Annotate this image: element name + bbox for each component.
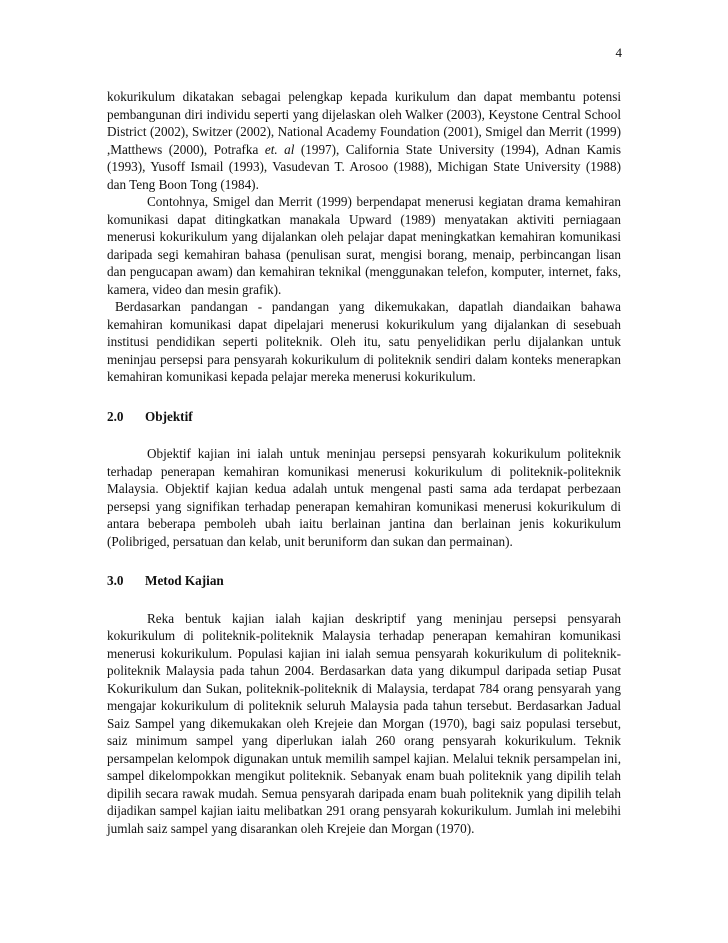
section-number: 2.0: [107, 408, 124, 424]
paragraph-intro-1-tail: (1997), California State University (1994), Adnan Kamis (1993), Yusoff Ismail (1993), Vasudevan T. Arosoo (1988), Michigan State University (1988) dan Teng Boon Tong (1984).: [107, 141, 621, 192]
paragraph-intro-3: Berdasarkan pandangan - pandangan yang dikemukakan, dapatlah diandaikan bahawa kemahiran komunikasi dapat dipelajari menerusi kokurikulum yang dijalankan di sesebuah institusi pendidikan seperti politeknik. Oleh itu, satu penyelidikan perlu dijalankan untuk meninjau persepsi para pensyarah kokurikulum di politeknik sendiri dalam konteks menerapkan kemahiran komunikasi kepada pelajar mereka menerusi kokurikulum.: [107, 299, 621, 384]
paragraph-intro-1-text: kokurikulum dikatakan sebagai pelengkap kepada kurikulum dan dapat membantu potensi pembangunan diri individu seperti yang dijelaskan oleh Walker (2003), Keystone Central School District (2002), Switzer (2002), National Academy Foundation (2001), Smigel dan Merrit (1999) ,Matthews (2000), Potrafka: [107, 89, 621, 157]
paragraph-objektif: Objektif kajian ini ialah untuk meninjau persepsi pensyarah kokurikulum politeknik terhadap penerapan kemahiran komunikasi menerusi kokurikulum di politeknik-politeknik Malaysia. Objektif kajian kedua adalah untuk mengenal pasti sama ada terdapat perbezaan persepsi yang signifikan terhadap penerapan kemahiran komunikasi menerusi kokurikulum di antara beberapa pemboleh ubah iaitu berlainan jantina dan berlainan jenis kokurikulum (Polibriged, persatuan dan kelab, unit beruniform dan sukan dan permainan).: [107, 446, 621, 549]
page-number: 4: [615, 45, 622, 60]
section-heading-objektif: [107, 408, 621, 426]
section-heading-metod-kajian: [107, 572, 621, 590]
section-title: Metod Kajian: [145, 573, 224, 588]
section-number: 3.0: [107, 573, 124, 588]
paragraph-intro-2: Contohnya, Smigel dan Merrit (1999) berpendapat menerusi kegiatan drama kemahiran komunikasi dapat ditingkatkan manakala Upward (1989) menyatakan aktiviti perniagaan menerusi kokurikulum yang dijalankan oleh pelajar dapat meningkatkan kemahiran komunikasi daripada segi kemahiran bahasa (penulisan surat, mengisi borang, menaip, perbincangan lisan dan pengucapan awam) dan kemahiran teknikal (menggunakan telefon, komputer, internet, faks, kamera, video dan mesin grafik).: [107, 194, 621, 297]
section-title: Objektif: [145, 408, 193, 424]
paragraph-metod-kajian: Reka bentuk kajian ialah kajian deskriptif yang meninjau persepsi pensyarah kokurikulum di politeknik-politeknik Malaysia terhadap penerapan kemahiran komunikasi menerusi kokurikulum. Populasi kajian ini ialah semua pensyarah kokurikulum di politeknik-politeknik Malaysia pada tahun 2004. Berdasarkan data yang dikumpul daripada setiap Pusat Kokurikulum dan Sukan, politeknik-politeknik di Malaysia, terdapat 784 orang pensyarah yang mengajar kokurikulum di politeknik seluruh Malaysia pada tahun tersebut. Berdasarkan Jadual Saiz Sampel yang dikemukakan oleh Krejeie dan Morgan (1970), bagi saiz populasi tersebut, saiz minimum sampel yang diperlukan ialah 260 orang pensyarah kokurikulum. Teknik persampelan kelompok digunakan untuk memilih sampel kajian. Melalui teknik persampelan ini, sampel dikelompokkan mengikut politeknik. Sebanyak enam buah politeknik yang dipilih telah dipilih secara rawak mudah. Semua pensyarah daripada enam buah politeknik yang dipilih telah dijadikan sampel kajian iaitu melibatkan 291 orang pensyarah kokurikulum. Jumlah ini melebihi jumlah saiz sampel yang disarankan oleh Krejeie dan Morgan (1970).: [107, 610, 621, 836]
paragraph-intro-1-italic: et. al: [264, 141, 295, 157]
paragraph-intro-1: [107, 88, 621, 193]
document-body: [107, 88, 621, 837]
